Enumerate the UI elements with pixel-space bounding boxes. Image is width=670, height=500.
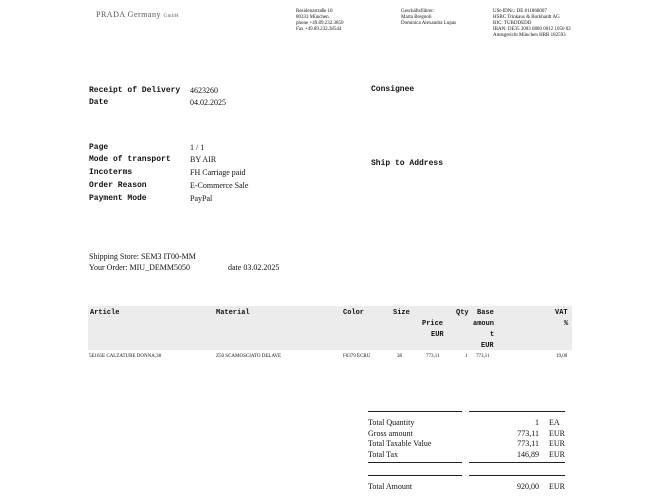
totals-divider — [469, 411, 565, 412]
row-size: 38 — [397, 354, 402, 359]
col-article: Article — [90, 309, 120, 317]
total-amount-label: Total Amount — [368, 482, 413, 491]
receipt-label: Receipt of Delivery — [89, 86, 181, 95]
total-quantity-label: Total Quantity — [368, 418, 415, 427]
company-management — [401, 9, 456, 27]
management-line: Dominica Alexandra Lupas — [401, 21, 456, 26]
table-header-bar — [88, 306, 572, 350]
taxable-value-unit: EUR — [549, 439, 565, 448]
page-label: Page — [89, 143, 109, 152]
address-line: Fax +49.89.232.38544 — [296, 27, 342, 32]
bank-line: IBAN: DE35 3003 0880 0012 1050 02 — [493, 27, 571, 32]
incoterms-value: FH Carriage paid — [190, 168, 246, 177]
row-article: 5E165E CALZATURE DONNA,38 — [89, 354, 162, 359]
col-base-currency: EUR — [481, 342, 494, 350]
bank-line: USt-IDNr.: DE 811868007 — [493, 9, 547, 14]
col-price-currency: EUR — [431, 331, 444, 339]
date-value: 04.02.2025 — [190, 98, 226, 107]
shipping-store: Shipping Store: SEM3 IT00-MM — [89, 252, 196, 261]
col-qty: Qty — [456, 309, 469, 317]
row-vat: 19,00 — [556, 354, 568, 359]
col-price: Price — [422, 320, 444, 328]
date-label: Date — [89, 98, 109, 107]
totals-divider — [469, 475, 565, 476]
taxable-value-value: 773,11 — [517, 439, 539, 448]
company-address — [296, 9, 344, 33]
total-tax-value: 146,89 — [517, 450, 539, 459]
management-line: Marta Bregnoli — [401, 15, 432, 20]
bank-line: Amtsgericht München HRB 182593 — [493, 33, 566, 38]
company-suffix: GmbH — [163, 14, 180, 19]
address-line: Residenzstraße 10 — [296, 9, 333, 14]
order-date: date 03.02.2025 — [228, 263, 280, 272]
transport-value: BY AIR — [190, 155, 217, 164]
row-material: Z50 SCAMOSCIATO DELAVE — [216, 354, 282, 359]
row-qty: 1 — [465, 354, 468, 359]
company-name: PRADA Germany — [96, 10, 161, 19]
row-base-amount: 773,11 — [476, 354, 490, 359]
col-base-amount-2: amoun — [473, 320, 495, 328]
ship-to-label: Ship to Address — [371, 159, 444, 168]
col-size: Size — [393, 309, 410, 317]
col-material: Material — [216, 309, 250, 317]
totals-divider — [368, 475, 462, 476]
payment-label: Payment Mode — [89, 194, 147, 203]
page-value: 1 / 1 — [190, 143, 205, 152]
total-amount-value: 920,00 — [517, 482, 539, 491]
company-bank-info — [493, 9, 571, 39]
incoterms-label: Incoterms — [89, 168, 133, 177]
totals-divider — [368, 411, 462, 412]
transport-label: Mode of transport — [89, 155, 171, 164]
total-tax-label: Total Tax — [368, 450, 399, 459]
totals-divider — [368, 462, 462, 463]
total-quantity-value: 1 — [535, 418, 539, 427]
gross-amount-value: 773,11 — [517, 429, 539, 438]
bank-line: HSBC Trinkaus & Burkhardt AG — [493, 15, 560, 20]
col-color: Color — [343, 309, 365, 317]
company-logo — [96, 10, 179, 19]
bank-line: BIC: TUBDDEDD — [493, 21, 532, 26]
total-quantity-unit: EA — [549, 418, 560, 427]
your-order: Your Order: MIU_DEMM5050 — [89, 263, 190, 272]
management-line: Geschäftsführer: — [401, 9, 435, 14]
gross-amount-unit: EUR — [549, 429, 565, 438]
payment-value: PayPal — [190, 194, 213, 203]
totals-divider — [469, 462, 565, 463]
consignee-label: Consignee — [371, 85, 415, 94]
row-price: 773,11 — [426, 354, 440, 359]
address-line: 80333 München — [296, 15, 329, 20]
address-line: phone +49.89.232.3850 — [296, 21, 344, 26]
total-amount-unit: EUR — [549, 482, 565, 491]
gross-amount-label: Gross amount — [368, 429, 413, 438]
receipt-number: 4623260 — [190, 86, 218, 95]
order-reason-label: Order Reason — [89, 181, 147, 190]
col-vat: VAT — [555, 309, 568, 317]
order-reason-value: E-Commerce Sale — [190, 181, 249, 190]
taxable-value-label: Total Taxable Value — [368, 439, 432, 448]
total-tax-unit: EUR — [549, 450, 565, 459]
col-base-amount: Base — [477, 309, 494, 317]
col-base-amount-3: t — [490, 331, 495, 339]
col-vat-unit: % — [564, 320, 569, 328]
row-color: F0379 ECRU — [343, 354, 371, 359]
